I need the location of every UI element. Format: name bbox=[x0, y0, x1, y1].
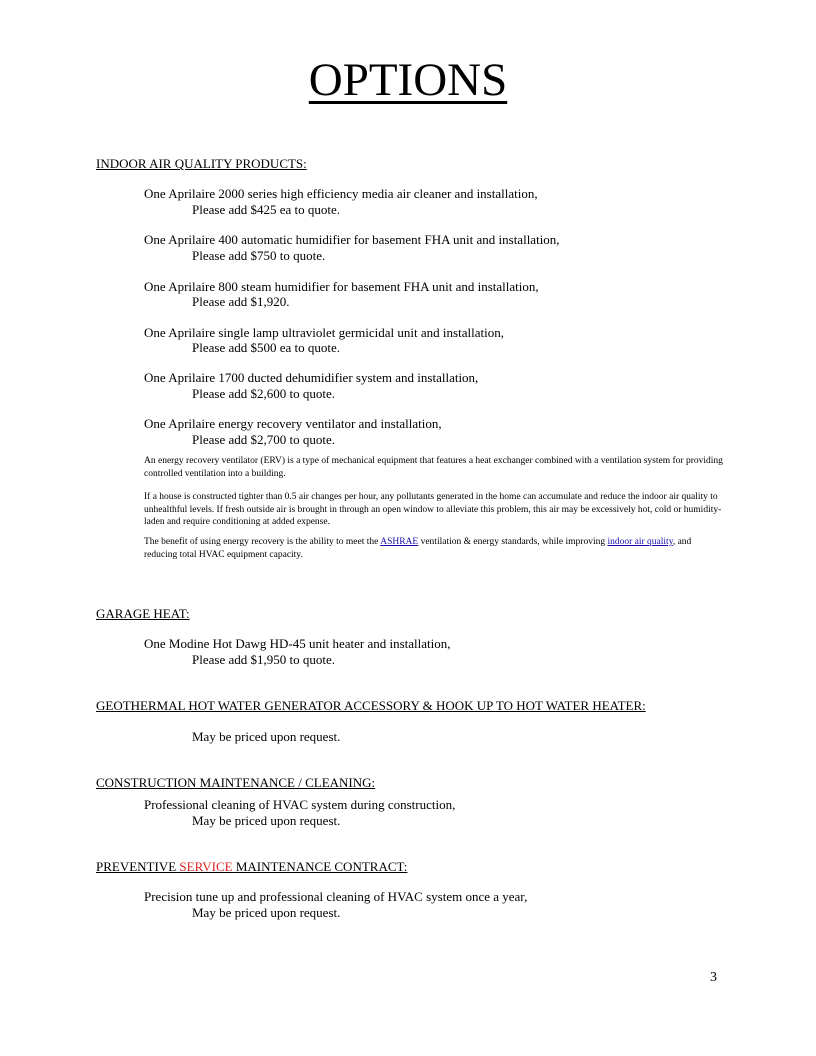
benefit-text-start: The benefit of using energy recovery is the ability to meet the bbox=[144, 537, 381, 547]
benefit-text-middle: ventilation & energy standards, while improving bbox=[418, 537, 608, 547]
preventive-item-price: May be priced upon request. bbox=[192, 905, 341, 920]
preventive-heading bbox=[96, 859, 407, 875]
construction-item-line: Professional cleaning of HVAC system during construction, bbox=[144, 797, 456, 812]
preventive-heading-end: MAINTENANCE CONTRACT: bbox=[232, 859, 408, 874]
iaq-item-1-price: Please add $425 ea to quote. bbox=[192, 202, 341, 217]
iaq-item-6-line: One Aprilaire energy recovery ventilator and installation, bbox=[144, 416, 442, 431]
construction-item-price: May be priced upon request. bbox=[192, 813, 341, 828]
house-tightness-note: If a house is constructed tighter than 0.5 air changes per hour, any pollutants generated in the home can accumulate and reduce the indoor air quality to unhealthful levels. If fresh outside air is brought in through an open window to alleviate this problem, this air may be excessively hot, cold or humidity-laden and require conditioning at added expense. bbox=[144, 492, 722, 527]
construction-heading: CONSTRUCTION MAINTENANCE / CLEANING: bbox=[96, 775, 376, 790]
iaq-item-5-line: One Aprilaire 1700 ducted dehumidifier system and installation, bbox=[144, 370, 479, 385]
iaq-item-1-line: One Aprilaire 2000 series high efficiency media air cleaner and installation, bbox=[144, 186, 538, 201]
page-number: 3 bbox=[710, 970, 717, 985]
service-highlight: SERVICE bbox=[179, 859, 233, 874]
preventive-item-line: Precision tune up and professional cleaning of HVAC system once a year, bbox=[144, 889, 528, 904]
garage-heat-heading: GARAGE HEAT: bbox=[96, 606, 190, 621]
iaq-item-4-line: One Aprilaire single lamp ultraviolet germicidal unit and installation, bbox=[144, 325, 504, 340]
iaq-item-5-price: Please add $2,600 to quote. bbox=[192, 386, 335, 401]
iaq-item-4-price: Please add $500 ea to quote. bbox=[192, 340, 341, 355]
geothermal-heading: GEOTHERMAL HOT WATER GENERATOR ACCESSORY & HOOK UP TO HOT WATER HEATER: bbox=[96, 698, 646, 713]
garage-item-price: Please add $1,950 to quote. bbox=[192, 652, 335, 667]
iaq-item-3-line: One Aprilaire 800 steam humidifier for basement FHA unit and installation, bbox=[144, 279, 539, 294]
page-title bbox=[0, 50, 816, 110]
preventive-heading-start: PREVENTIVE bbox=[96, 859, 180, 874]
iaq-item-6-price: Please add $2,700 to quote. bbox=[192, 432, 335, 447]
erv-definition-note: An energy recovery ventilator (ERV) is a type of mechanical equipment that features a heat exchanger combined with a ventilation system for providing controlled ventilation into a building. bbox=[144, 456, 723, 479]
iaq-item-2-line: One Aprilaire 400 automatic humidifier for basement FHA unit and installation, bbox=[144, 232, 560, 247]
erv-benefit-note bbox=[144, 536, 724, 561]
garage-item-line: One Modine Hot Dawg HD-45 unit heater and installation, bbox=[144, 636, 451, 651]
page-title-text: OPTIONS bbox=[308, 54, 508, 106]
benefit-text-end: , and reducing total HVAC equipment capacity. bbox=[144, 537, 692, 560]
indoor-air-quality-link[interactable]: indoor air quality bbox=[607, 537, 673, 547]
geothermal-price: May be priced upon request. bbox=[192, 729, 341, 744]
ashrae-link[interactable]: ASHRAE bbox=[380, 537, 419, 547]
iaq-item-2-price: Please add $750 to quote. bbox=[192, 248, 326, 263]
iaq-heading: INDOOR AIR QUALITY PRODUCTS: bbox=[96, 156, 307, 171]
iaq-item-3-price: Please add $1,920. bbox=[192, 294, 290, 309]
